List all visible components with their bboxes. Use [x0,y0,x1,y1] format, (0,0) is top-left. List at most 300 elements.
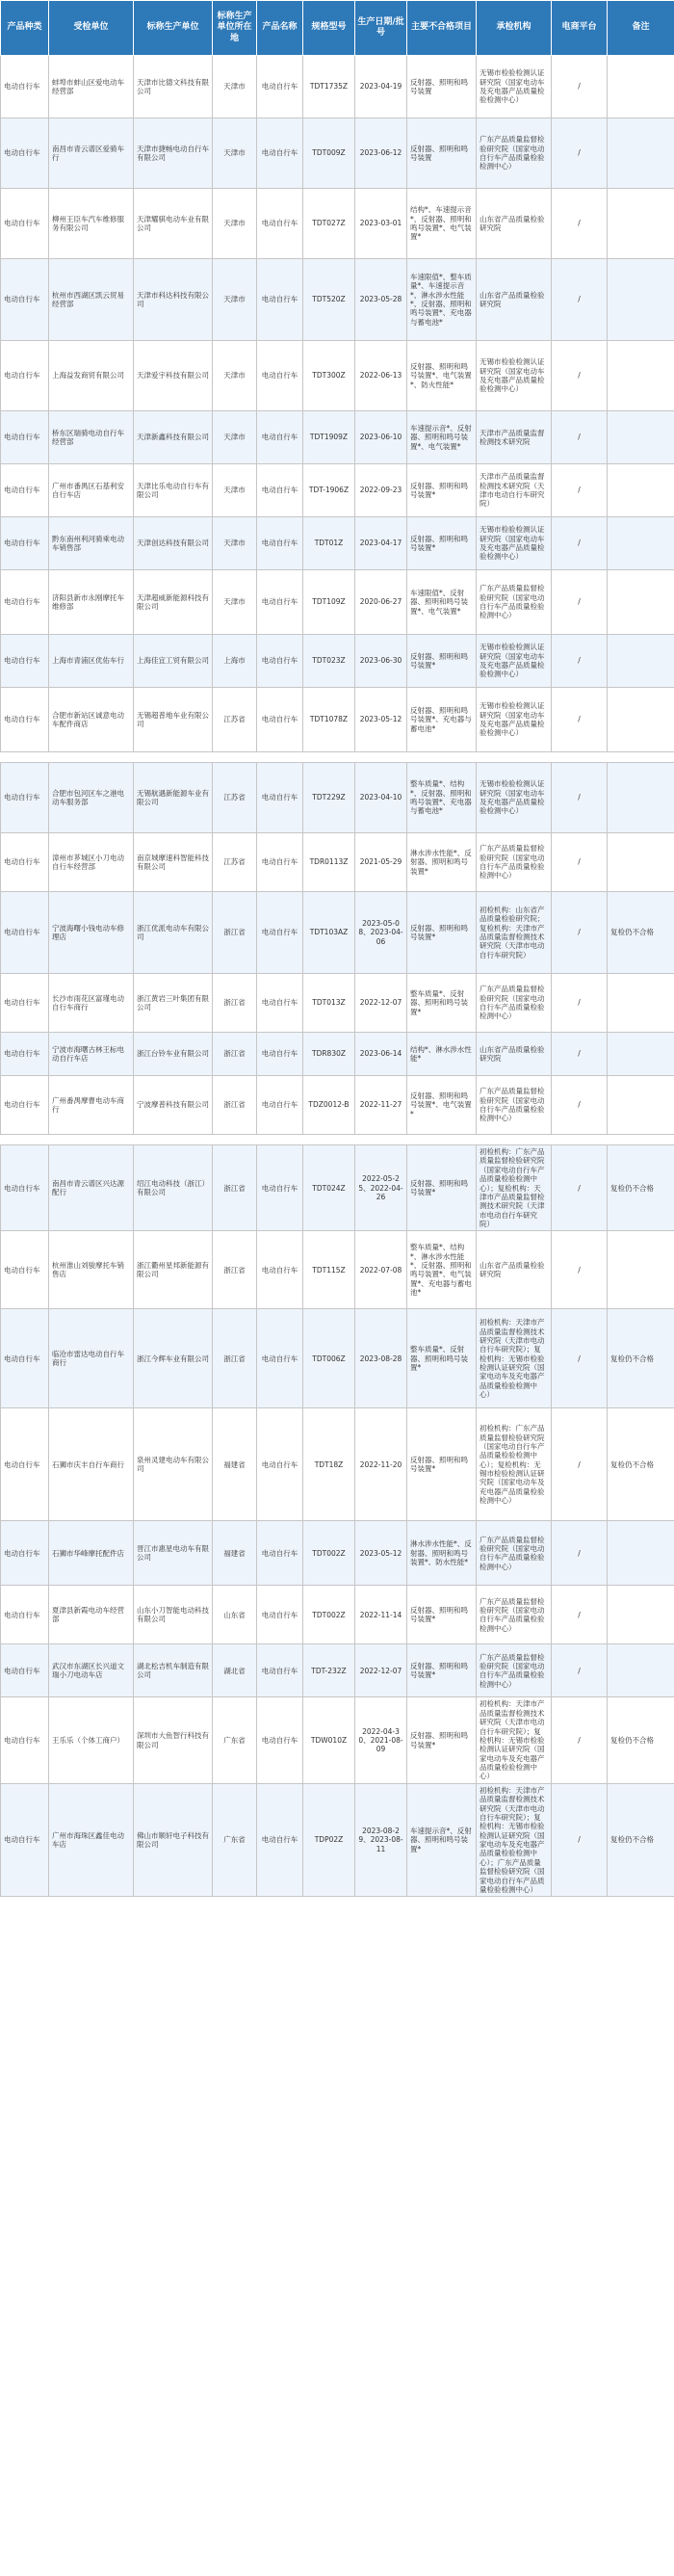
cell-inspected-unit: 石狮市庆丰自行车商行 [49,1408,134,1521]
table-row [1,464,674,517]
cell-testing-institution: 无锡市检验检测认证研究院（国家电动车及充电器产品质量检验检测中心） [477,341,552,411]
cell-inspected-unit: 宁波海曙小钱电动车修理店 [49,892,134,974]
cell-ecommerce-platform: / [552,570,608,635]
cell-inspected-unit: 宁波市海曙古林王标电动自行车店 [49,1033,134,1076]
cell-remarks [608,688,674,752]
cell-product-name: 电动自行车 [257,189,303,259]
table-row [1,1145,674,1231]
cell-product-category: 电动自行车 [1,635,49,688]
table-row [1,1521,674,1586]
cell-failed-items: 淋水涉水性能*、反射器、照明和鸣号装置*、防水性能* [407,1521,477,1586]
cell-manufacturer: 佛山市顺轩电子科技有限公司 [134,1783,213,1897]
cell-production-date: 2023-08-29、2023-08-11 [355,1783,407,1897]
cell-testing-institution: 初检机构：天津市产品质量监督检测技术研究院（天津市电动自行车研究院）；复检机构：无锡市检验检测认证研究院（国家电动车及充电器产品质量检验检测中心）；广东产品质量监督检验研究院（国家电动自行车产品质量检验检测中心） [477,1783,552,1897]
header-failed-items: 主要不合格项目 [407,1,477,56]
cell-manufacturer: 绍江电动科技（浙江）有限公司 [134,1145,213,1231]
table-row [1,1586,674,1644]
cell-failed-items: 淋水涉水性能*、反射器、照明和鸣号装置* [407,833,477,892]
header-production-date: 生产日期/批号 [355,1,407,56]
cell-remarks: 复检仍不合格 [608,1783,674,1897]
cell-failed-items: 反射器、照明和鸣号装置*、电气装置*、防火性能* [407,341,477,411]
cell-production-date: 2022-05-25、2022-04-26 [355,1145,407,1231]
cell-testing-institution: 广东产品质量监督检验研究院（国家电动自行车产品质量检验检测中心） [477,974,552,1033]
cell-production-date: 2021-05-29 [355,833,407,892]
cell-manufacturer: 天津市科达科技有限公司 [134,259,213,341]
cell-testing-institution: 无锡市检验检测认证研究院（国家电动车及充电器产品质量检验检测中心） [477,763,552,833]
cell-inspected-unit: 上海益发商贸有限公司 [49,341,134,411]
cell-inspected-unit: 桥东区瑞骑电动自行车经营部 [49,411,134,464]
cell-failed-items: 车速提示音*、反射器、照明和鸣号装置* [407,1783,477,1897]
cell-model: TDT300Z [303,341,355,411]
cell-remarks: 复检仍不合格 [608,892,674,974]
cell-manufacturer: 无锡航遇新能源车业有限公司 [134,763,213,833]
cell-product-name: 电动自行车 [257,259,303,341]
cell-manufacturer-location: 浙江省 [213,1145,257,1231]
cell-manufacturer-location: 天津市 [213,341,257,411]
cell-inspected-unit: 广州市海珠区鑫佳电动车店 [49,1783,134,1897]
cell-manufacturer: 天津创达科技有限公司 [134,517,213,570]
cell-manufacturer: 无锡超普地车业有限公司 [134,688,213,752]
cell-product-category: 电动自行车 [1,1521,49,1586]
table-row [1,341,674,411]
cell-manufacturer-location: 广东省 [213,1697,257,1783]
table-row [1,1231,674,1309]
cell-remarks [608,1586,674,1644]
cell-failed-items: 反射器、照明和鸣号装置* [407,1408,477,1521]
gap-cell [1,752,674,763]
table-row [1,1309,674,1408]
cell-failed-items: 整车质量*、结构*、淋水涉水性能*、反射器、照明和鸣号装置*、电气装置*、充电器与蓄电池* [407,1231,477,1309]
cell-ecommerce-platform: / [552,974,608,1033]
cell-model: TDT024Z [303,1145,355,1231]
cell-manufacturer-location: 天津市 [213,570,257,635]
cell-model: TDT520Z [303,259,355,341]
cell-manufacturer-location: 浙江省 [213,1076,257,1135]
cell-production-date: 2022-11-20 [355,1408,407,1521]
cell-inspected-unit: 合肥市新站区诚意电动车配件商店 [49,688,134,752]
cell-remarks [608,341,674,411]
cell-ecommerce-platform: / [552,688,608,752]
cell-model: TDT115Z [303,1231,355,1309]
cell-product-name: 电动自行车 [257,1231,303,1309]
cell-inspected-unit: 漳州市芗城区小刀电动自行车经营部 [49,833,134,892]
header-remarks: 备注 [608,1,674,56]
cell-ecommerce-platform: / [552,1408,608,1521]
header-manufacturer-location: 标称生产单位所在地 [213,1,257,56]
cell-testing-institution: 初检机构：山东省产品质量检验研究院；复检机构：天津市产品质量监督检测技术研究院（天津市电动自行车研究院） [477,892,552,974]
cell-manufacturer-location: 天津市 [213,259,257,341]
cell-product-category: 电动自行车 [1,1145,49,1231]
cell-product-name: 电动自行车 [257,892,303,974]
table-row [1,1783,674,1897]
table-row [1,1076,674,1135]
cell-product-category: 电动自行车 [1,464,49,517]
header-product-name: 产品名称 [257,1,303,56]
cell-product-category: 电动自行车 [1,892,49,974]
cell-product-name: 电动自行车 [257,1309,303,1408]
cell-inspected-unit: 南昌市青云谱区爱骑车行 [49,118,134,189]
cell-production-date: 2023-06-12 [355,118,407,189]
cell-product-category: 电动自行车 [1,1697,49,1783]
cell-remarks [608,189,674,259]
cell-ecommerce-platform: / [552,464,608,517]
cell-product-name: 电动自行车 [257,1521,303,1586]
cell-testing-institution: 初检机构：广东产品质量监督检验研究院（国家电动自行车产品质量检验检测中心）；复检机构：天津市产品质量监督检测技术研究院（天津市电动自行车研究院） [477,1145,552,1231]
cell-remarks [608,118,674,189]
cell-model: TDT023Z [303,635,355,688]
cell-failed-items: 车速限值*、整车质量*、车速提示音*、淋水涉水性能*、反射器、照明和鸣号装置*、充电器与蓄电池* [407,259,477,341]
cell-testing-institution: 广东产品质量监督检验研究院（国家电动自行车产品质量检验检测中心） [477,118,552,189]
table-row [1,892,674,974]
cell-model: TDT006Z [303,1309,355,1408]
cell-production-date: 2022-06-13 [355,341,407,411]
cell-testing-institution: 无锡市检验检测认证研究院（国家电动车及充电器产品质量检验检测中心） [477,517,552,570]
table-row [1,1033,674,1076]
cell-testing-institution: 山东省产品质量检验研究院 [477,259,552,341]
cell-testing-institution: 广东产品质量监督检验研究院（国家电动自行车产品质量检验检测中心） [477,1521,552,1586]
cell-model: TDT1078Z [303,688,355,752]
cell-failed-items: 反射器、照明和鸣号装置* [407,1145,477,1231]
cell-product-category: 电动自行车 [1,1644,49,1697]
cell-remarks [608,1521,674,1586]
cell-model: TDT109Z [303,570,355,635]
cell-inspected-unit: 黔东南州利河骑乘电动车销售部 [49,517,134,570]
cell-product-name: 电动自行车 [257,1697,303,1783]
table-row [1,974,674,1033]
table-row [1,118,674,189]
cell-failed-items: 反射器、照明和鸣号装置* [407,1586,477,1644]
cell-failed-items: 反射器、照明和鸣号装置*、电气装置* [407,1076,477,1135]
header-manufacturer: 标称生产单位 [134,1,213,56]
cell-production-date: 2022-11-27 [355,1076,407,1135]
cell-testing-institution: 广东产品质量监督检验研究院（国家电动自行车产品质量检验检测中心） [477,1644,552,1697]
cell-remarks [608,570,674,635]
cell-ecommerce-platform: / [552,341,608,411]
cell-manufacturer: 天津耀骐电动车业有限公司 [134,189,213,259]
cell-manufacturer: 上海佳宜工贸有限公司 [134,635,213,688]
page-break-gap [1,752,674,763]
cell-product-name: 电动自行车 [257,1145,303,1231]
table-row [1,411,674,464]
cell-inspected-unit: 武汉市东湖区长兴道文瑞小刀电动车店 [49,1644,134,1697]
cell-product-category: 电动自行车 [1,118,49,189]
cell-ecommerce-platform: / [552,1697,608,1783]
cell-inspected-unit: 杭州市西湖区凯云贸易经营部 [49,259,134,341]
cell-product-category: 电动自行车 [1,341,49,411]
cell-product-name: 电动自行车 [257,1033,303,1076]
cell-failed-items: 反射器、照明和鸣号装置 [407,118,477,189]
cell-model: TDZ0012-B [303,1076,355,1135]
cell-product-name: 电动自行车 [257,1644,303,1697]
cell-inspected-unit: 柳州王臣车汽车维修服务有限公司 [49,189,134,259]
cell-remarks [608,259,674,341]
gap-cell [1,1135,674,1145]
cell-remarks [608,833,674,892]
cell-product-name: 电动自行车 [257,1076,303,1135]
cell-manufacturer: 天津比乐电动自行车有限公司 [134,464,213,517]
cell-remarks [608,974,674,1033]
header-row [1,1,674,56]
cell-inspected-unit: 合肥市包河区车之港电动车服务部 [49,763,134,833]
cell-manufacturer-location: 福建省 [213,1521,257,1586]
cell-manufacturer: 天津市捷畅电动自行车有限公司 [134,118,213,189]
cell-remarks [608,411,674,464]
cell-product-name: 电动自行车 [257,635,303,688]
cell-production-date: 2023-05-12 [355,1521,407,1586]
table-row [1,1697,674,1783]
cell-production-date: 2023-04-19 [355,56,407,118]
cell-failed-items: 反射器、照明和鸣号装置* [407,517,477,570]
table-row [1,517,674,570]
table-row [1,570,674,635]
cell-manufacturer: 天津超威新能源科技有限公司 [134,570,213,635]
cell-model: TDT01Z [303,517,355,570]
cell-production-date: 2022-11-14 [355,1586,407,1644]
cell-manufacturer-location: 江苏省 [213,688,257,752]
header-testing-institution: 承检机构 [477,1,552,56]
cell-manufacturer: 浙江黄岩三叶集团有限公司 [134,974,213,1033]
cell-product-category: 电动自行车 [1,688,49,752]
cell-failed-items: 反射器、照明和鸣号装置 [407,56,477,118]
cell-product-category: 电动自行车 [1,763,49,833]
cell-product-name: 电动自行车 [257,688,303,752]
cell-product-category: 电动自行车 [1,259,49,341]
cell-manufacturer-location: 江苏省 [213,833,257,892]
cell-remarks [608,1644,674,1697]
cell-product-name: 电动自行车 [257,1586,303,1644]
cell-inspected-unit: 夏津县新霞电动车经营部 [49,1586,134,1644]
cell-ecommerce-platform: / [552,259,608,341]
cell-model: TDT002Z [303,1521,355,1586]
table-row [1,833,674,892]
cell-manufacturer-location: 上海市 [213,635,257,688]
cell-model: TDT103AZ [303,892,355,974]
cell-ecommerce-platform: / [552,1586,608,1644]
table-row [1,763,674,833]
cell-testing-institution: 初检机构：天津市产品质量监督检测技术研究院（天津市电动自行车研究院）；复检机构：无锡市检验检测认证研究院（国家电动车及充电器产品质量检验检测中心） [477,1309,552,1408]
cell-remarks [608,1231,674,1309]
cell-manufacturer: 湖北松吉机车制造有限公司 [134,1644,213,1697]
cell-ecommerce-platform: / [552,1076,608,1135]
cell-inspected-unit: 长沙市雨花区富瑾电动自行车商行 [49,974,134,1033]
cell-inspected-unit: 杭州淮山刘骏摩托车销售店 [49,1231,134,1309]
table-row [1,1408,674,1521]
cell-manufacturer-location: 浙江省 [213,1231,257,1309]
header-ecommerce-platform: 电商平台 [552,1,608,56]
cell-manufacturer: 天津爱宇科技有限公司 [134,341,213,411]
cell-product-name: 电动自行车 [257,1408,303,1521]
cell-manufacturer-location: 天津市 [213,411,257,464]
cell-inspected-unit: 上海市青浦区优佑车行 [49,635,134,688]
cell-product-name: 电动自行车 [257,517,303,570]
cell-testing-institution: 天津市产品质量监督检测技术研究院（天津市电动自行车研究院） [477,464,552,517]
cell-model: TDP02Z [303,1783,355,1897]
cell-inspected-unit: 南昌市青云谱区兴达源配行 [49,1145,134,1231]
cell-model: TDR0113Z [303,833,355,892]
cell-manufacturer-location: 天津市 [213,189,257,259]
cell-manufacturer: 浙江台铃车业有限公司 [134,1033,213,1076]
cell-testing-institution: 广东产品质量监督检验研究院（国家电动自行车产品质量检验检测中心） [477,1076,552,1135]
cell-manufacturer-location: 天津市 [213,56,257,118]
cell-manufacturer-location: 浙江省 [213,974,257,1033]
table-body [1,56,674,1897]
cell-testing-institution: 山东省产品质量检验研究院 [477,189,552,259]
cell-production-date: 2020-06-27 [355,570,407,635]
cell-production-date: 2023-08-28 [355,1309,407,1408]
cell-product-name: 电动自行车 [257,974,303,1033]
cell-inspected-unit: 蚌埠市蚌山区爱电动车经营部 [49,56,134,118]
cell-failed-items: 整车质量*、反射器、照明和鸣号装置* [407,974,477,1033]
cell-manufacturer-location: 浙江省 [213,1033,257,1076]
cell-failed-items: 结构*、车速提示音*、反射器、照明和鸣号装置*、电气装置* [407,189,477,259]
cell-manufacturer-location: 湖北省 [213,1644,257,1697]
cell-production-date: 2022-07-08 [355,1231,407,1309]
cell-inspected-unit: 石狮市华峰摩托配件店 [49,1521,134,1586]
cell-failed-items: 反射器、照明和鸣号装置*、充电器与蓄电池* [407,688,477,752]
cell-testing-institution: 广东产品质量监督检验研究院（国家电动自行车产品质量检验检测中心） [477,1586,552,1644]
cell-manufacturer: 浙江衢州星邦新能源有限公司 [134,1231,213,1309]
cell-production-date: 2023-06-30 [355,635,407,688]
cell-manufacturer-location: 江苏省 [213,763,257,833]
cell-model: TDT009Z [303,118,355,189]
cell-product-category: 电动自行车 [1,1408,49,1521]
cell-remarks [608,517,674,570]
cell-manufacturer: 宁波摩普科技有限公司 [134,1076,213,1135]
cell-manufacturer: 浙江优派电动车有限公司 [134,892,213,974]
cell-manufacturer-location: 天津市 [213,118,257,189]
cell-failed-items: 反射器、照明和鸣号装置* [407,1697,477,1783]
cell-product-category: 电动自行车 [1,56,49,118]
cell-remarks [608,763,674,833]
cell-ecommerce-platform: / [552,411,608,464]
cell-product-category: 电动自行车 [1,1783,49,1897]
cell-ecommerce-platform: / [552,1644,608,1697]
cell-inspected-unit: 广州番禺摩曹电动车商行 [49,1076,134,1135]
cell-product-name: 电动自行车 [257,56,303,118]
cell-ecommerce-platform: / [552,892,608,974]
cell-product-name: 电动自行车 [257,570,303,635]
table-row [1,56,674,118]
cell-product-category: 电动自行车 [1,1586,49,1644]
cell-product-name: 电动自行车 [257,411,303,464]
cell-testing-institution: 无锡市检验检测认证研究院（国家电动车及充电器产品质量检验检测中心） [477,56,552,118]
cell-manufacturer-location: 山东省 [213,1586,257,1644]
cell-manufacturer-location: 广东省 [213,1783,257,1897]
cell-product-name: 电动自行车 [257,1783,303,1897]
cell-product-category: 电动自行车 [1,570,49,635]
cell-manufacturer: 南京城摩速科智能科技有限公司 [134,833,213,892]
cell-failed-items: 反射器、照明和鸣号装置* [407,464,477,517]
cell-production-date: 2022-09-23 [355,464,407,517]
cell-testing-institution: 山东省产品质量检验研究院 [477,1033,552,1076]
cell-product-name: 电动自行车 [257,833,303,892]
cell-inspected-unit: 临沧市雷达电动自行车商行 [49,1309,134,1408]
cell-inspected-unit: 王乐乐（个体工商户） [49,1697,134,1783]
cell-ecommerce-platform: / [552,118,608,189]
cell-production-date: 2023-06-10 [355,411,407,464]
cell-failed-items: 车速限值*、反射器、照明和鸣号装置*、电气装置* [407,570,477,635]
cell-manufacturer: 天津新鑫科技有限公司 [134,411,213,464]
cell-manufacturer: 浙江今辉车业有限公司 [134,1309,213,1408]
cell-production-date: 2023-05-28 [355,259,407,341]
cell-product-category: 电动自行车 [1,1231,49,1309]
table-row [1,688,674,752]
cell-testing-institution: 山东省产品质量检验研究院 [477,1231,552,1309]
header-inspected-unit: 受检单位 [49,1,134,56]
cell-ecommerce-platform: / [552,1521,608,1586]
cell-failed-items: 反射器、照明和鸣号装置* [407,892,477,974]
cell-remarks: 复检仍不合格 [608,1309,674,1408]
cell-ecommerce-platform: / [552,1033,608,1076]
cell-product-name: 电动自行车 [257,464,303,517]
cell-manufacturer-location: 天津市 [213,517,257,570]
cell-production-date: 2023-04-10 [355,763,407,833]
cell-model: TDT1909Z [303,411,355,464]
cell-failed-items: 反射器、照明和鸣号装置* [407,635,477,688]
cell-production-date: 2023-05-12 [355,688,407,752]
cell-testing-institution: 广东产品质量监督检验研究院（国家电动自行车产品质量检验检测中心） [477,833,552,892]
cell-ecommerce-platform: / [552,1145,608,1231]
cell-ecommerce-platform: / [552,763,608,833]
cell-failed-items: 整车质量*、结构*、反射器、照明和鸣号装置*、充电器与蓄电池* [407,763,477,833]
table-row [1,635,674,688]
table-row [1,1644,674,1697]
cell-model: TDT013Z [303,974,355,1033]
cell-model: TDT18Z [303,1408,355,1521]
cell-remarks: 复检仍不合格 [608,1408,674,1521]
cell-remarks [608,1076,674,1135]
cell-ecommerce-platform: / [552,56,608,118]
cell-product-category: 电动自行车 [1,974,49,1033]
cell-testing-institution: 天津市产品质量监督检测技术研究院 [477,411,552,464]
cell-model: TDT-232Z [303,1644,355,1697]
cell-model: TDR830Z [303,1033,355,1076]
cell-testing-institution: 无锡市检验检测认证研究院（国家电动车及充电器产品质量检验检测中心） [477,635,552,688]
cell-model: TDT002Z [303,1586,355,1644]
cell-product-name: 电动自行车 [257,118,303,189]
header-product-category: 产品种类 [1,1,49,56]
cell-product-category: 电动自行车 [1,1033,49,1076]
cell-production-date: 2023-05-08、2023-04-06 [355,892,407,974]
cell-remarks [608,1033,674,1076]
cell-model: TDW010Z [303,1697,355,1783]
cell-testing-institution: 无锡市检验检测认证研究院（国家电动车及充电器产品质量检验检测中心） [477,688,552,752]
cell-product-category: 电动自行车 [1,1076,49,1135]
table-row [1,189,674,259]
cell-ecommerce-platform: / [552,1783,608,1897]
cell-product-name: 电动自行车 [257,341,303,411]
cell-ecommerce-platform: / [552,1231,608,1309]
cell-manufacturer-location: 福建省 [213,1408,257,1521]
cell-inspected-unit: 广州市番禺区石基利安自行车店 [49,464,134,517]
cell-manufacturer: 天津市比德文科技有限公司 [134,56,213,118]
cell-manufacturer-location: 浙江省 [213,892,257,974]
cell-product-category: 电动自行车 [1,411,49,464]
cell-model: TDT229Z [303,763,355,833]
header-model: 规格型号 [303,1,355,56]
cell-remarks: 复检仍不合格 [608,1697,674,1783]
cell-testing-institution: 初检机构：广东产品质量监督检验研究院（国家电动自行车产品质量检验检测中心）；复检机构：无锡市检验检测认证研究院（国家电动车及充电器产品质量检验检测中心） [477,1408,552,1521]
cell-manufacturer: 深圳市大鱼智行科技有限公司 [134,1697,213,1783]
cell-ecommerce-platform: / [552,517,608,570]
cell-production-date: 2022-04-30、2021-08-09 [355,1697,407,1783]
cell-ecommerce-platform: / [552,833,608,892]
table-row [1,259,674,341]
cell-ecommerce-platform: / [552,635,608,688]
cell-product-category: 电动自行车 [1,517,49,570]
cell-failed-items: 整车质量*、反射器、照明和鸣号装置* [407,1309,477,1408]
cell-product-name: 电动自行车 [257,763,303,833]
